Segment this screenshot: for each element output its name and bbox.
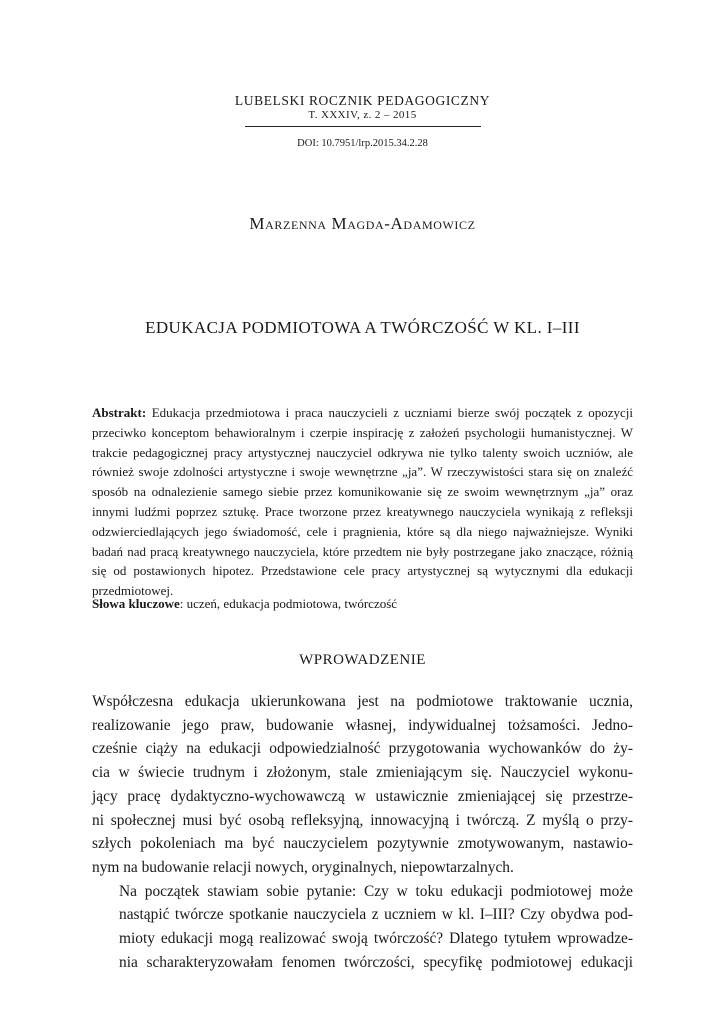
text-line: mioty edukacji mogą realizować swoją twórczość? Dlatego tytułem wprowadze- xyxy=(119,930,633,948)
keywords xyxy=(92,594,633,613)
abstract-label: Abstrakt: xyxy=(92,405,147,420)
text-line: cia w świecie trudnym i złożonym, stale zmieniającym się. Nauczyciel wykonu- xyxy=(92,764,633,782)
text-line: nia scharakteryzowałam fenomen twórczości, specyfikę podmiotowej edukacji xyxy=(119,953,633,971)
text-line: nastąpić twórcze spotkanie nauczyciela z uczniem w kl. I–III? Czy obydwa pod- xyxy=(119,906,633,924)
text-line: realizowanie jego praw, budowanie własnej, indywidualnej tożsamości. Jedno- xyxy=(92,716,633,734)
body-text xyxy=(92,690,633,974)
keywords-label: Słowa kluczowe xyxy=(92,596,180,611)
abstract-text: Edukacja przedmiotowa i praca nauczycieli z uczniami bierze swój początek z opozycji przeciwko konceptom behawioralnym i czerpie inspirację z założeń psychologii humanistycznej. W trakcie pedagogicznej pracy artystycznej nauczyciel odkrywa nie tylko talenty swoich uczniów, ale również swoje zdolności artystyczne i swoje wewnętrzne „ja”. W rzeczywistości stara się on znaleźć sposób na odnalezienie samego siebie przez komunikowanie się ze swoim wewnętrznym „ja” oraz innymi ludźmi poprzez sztukę. Prace tworzone przez kreatywnego nauczyciela wynikają z refleksji odzwierciedlających jego świadomość, cele i pragnienia, które są dla niego najważniejsze. Wyniki badań nad pracą kreatywnego nauczyciela, które przedtem nie były postrzegane jako znaczące, różnią się od postawionych hipotez. Przedstawione cele pracy artystycznej są wytycznymi dla edukacji przedmiotowej. xyxy=(92,405,633,599)
journal-volume: T. XXXIV, z. 2 – 2015 xyxy=(308,109,417,121)
paragraph xyxy=(92,690,633,880)
abstract xyxy=(92,403,633,601)
text-line: Współczesna edukacja ukierunkowana jest na podmiotowe traktowanie ucznia, xyxy=(92,693,633,710)
journal-header xyxy=(0,93,725,149)
text-line: jący pracę dydaktyczno-wychowawczą w ustawicznie zmieniającej się przestrze- xyxy=(92,787,633,805)
paragraph xyxy=(92,880,633,975)
text-line: szłych pokoleniach ma być nauczycielem pozytywnie zmotywowanym, nastawio- xyxy=(92,835,633,853)
section-heading: WPROWADZENIE xyxy=(299,652,426,668)
text-line: cześnie ciąży na edukacji odpowiedzialność przygotowania wychowanków do ży- xyxy=(92,740,633,758)
text-line: nym na budowanie relacji nowych, oryginalnych, niepowtarzalnych. xyxy=(92,858,514,876)
header-rule xyxy=(245,126,481,127)
journal-title: LUBELSKI ROCZNIK PEDAGOGICZNY xyxy=(234,93,491,108)
text-line: Na początek stawiam sobie pytanie: Czy w toku edukacji podmiotowej może xyxy=(119,882,633,900)
article-title: EDUKACJA PODMIOTOWA A TWÓRCZOŚĆ W KL. I–III xyxy=(145,318,580,337)
doi: DOI: 10.7951/lrp.2015.34.2.28 xyxy=(297,138,428,149)
keywords-text: : uczeń, edukacja podmiotowa, twórczość xyxy=(179,596,398,611)
text-line: ni społecznej musi być osobą refleksyjną, innowacyjną i twórczą. Z myślą o przy- xyxy=(92,811,633,829)
author-name: Marzenna Magda-Adamowicz xyxy=(249,214,476,233)
